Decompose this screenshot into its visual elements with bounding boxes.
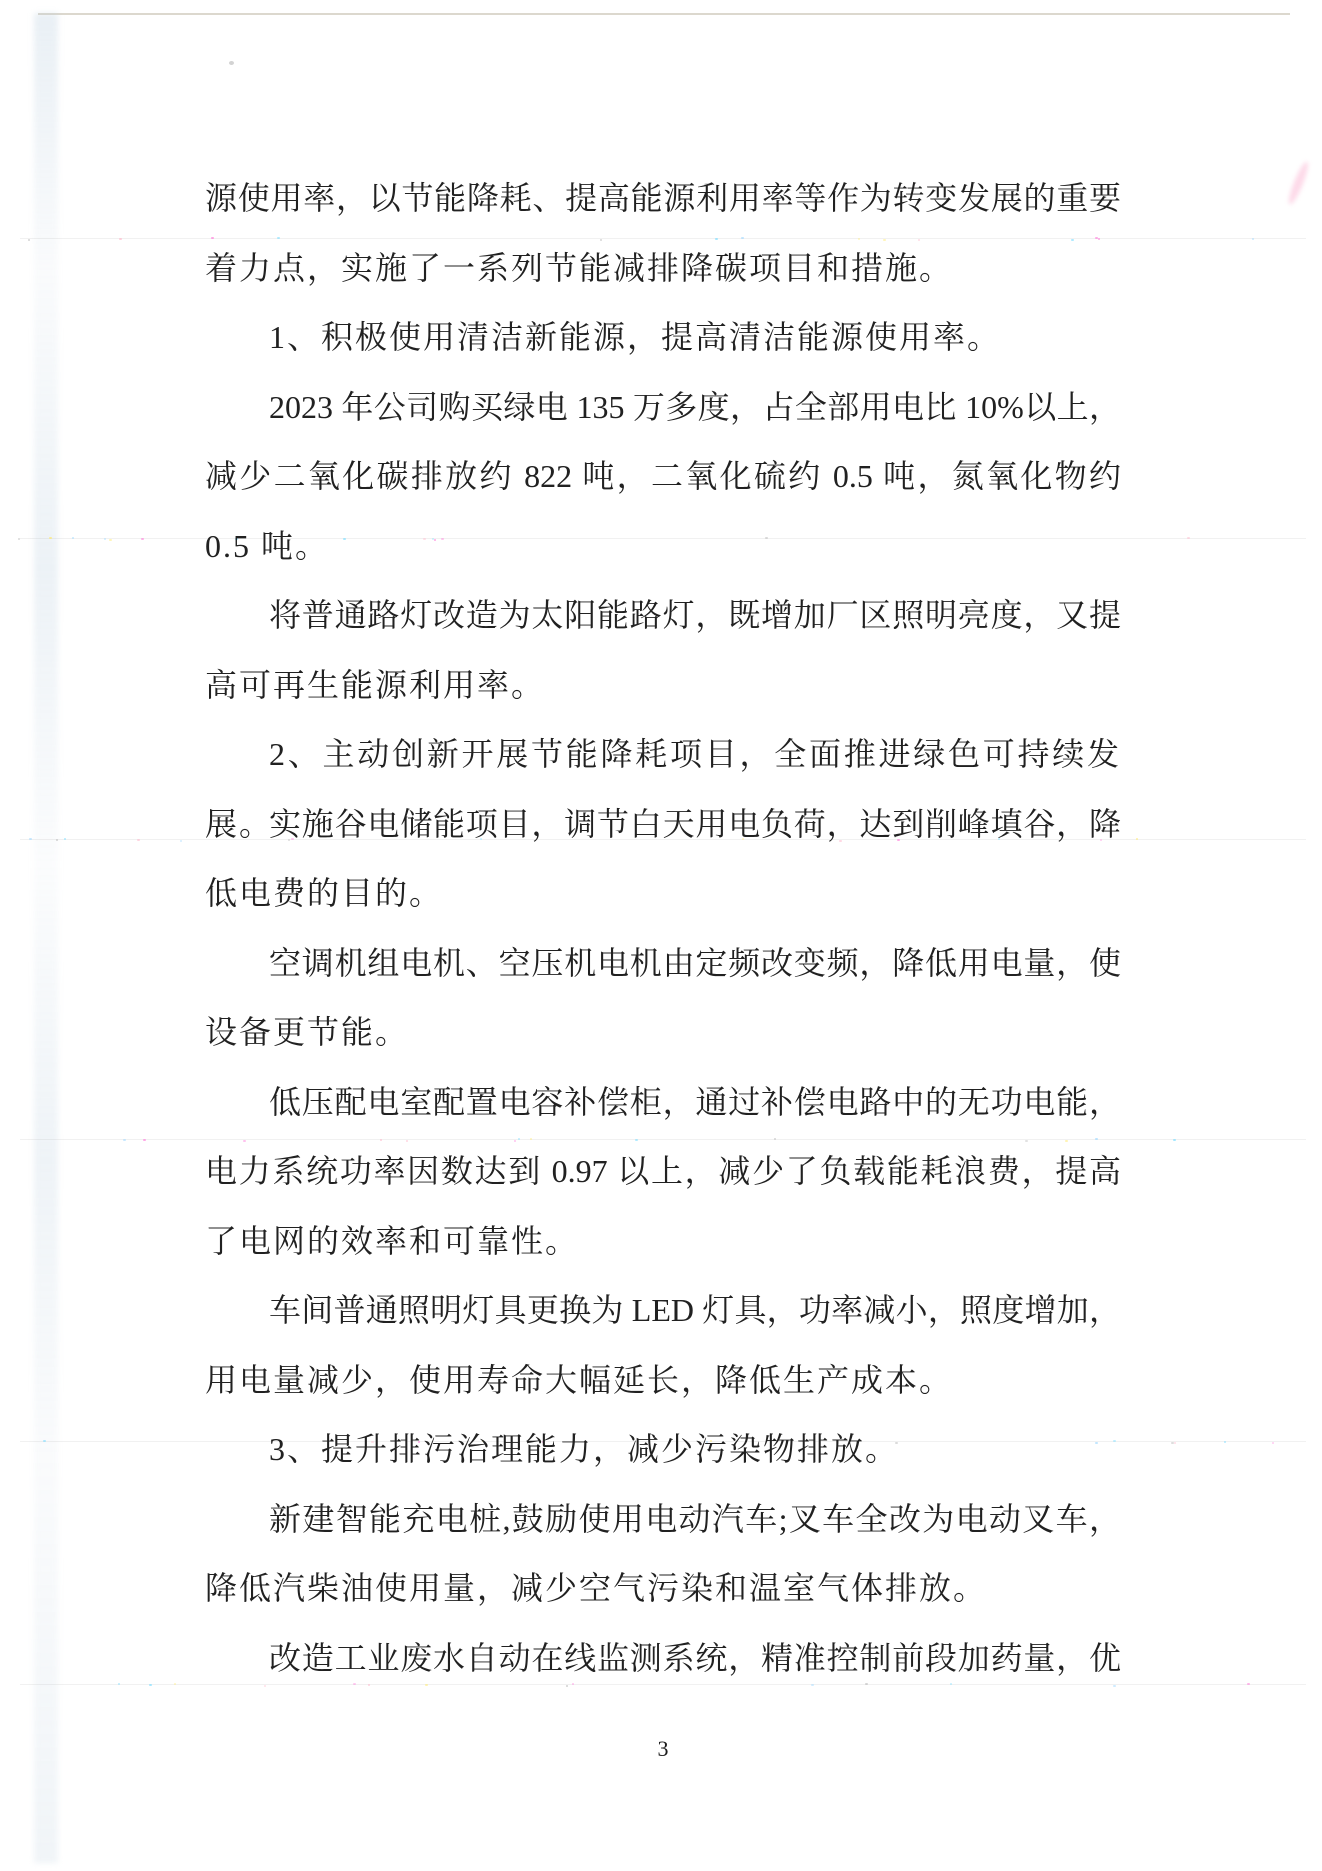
text-line: 3、提升排污治理能力，减少污染物排放。 [269,1431,900,1467]
text-line: 减少二氧化碳排放约 822 吨，二氧化硫约 0.5 吨，氮氧化物约 [205,458,1121,494]
text-line: 高可再生能源利用率。 [205,666,546,703]
page-number: 3 [657,1736,669,1761]
text-line: 空调机组电机、空压机电机由定频改变频，降低用电量，使 [269,944,1121,981]
text-line: 降低汽柴油使用量，减少空气污染和温室气体排放。 [205,1570,988,1606]
text-line: 车间普通照明灯具更换为 LED 灯具，功率减小，照度增加， [269,1292,1121,1328]
text-line: 了电网的效率和可靠性。 [205,1222,580,1259]
document-body [205,164,1121,1693]
text-line: 源使用率，以节能降耗、提高能源利用率等作为转变发展的重要 [205,180,1121,216]
text-line: 1、积极使用清洁新能源，提高清洁能源使用率。 [269,319,1002,355]
text-line: 设备更节能。 [205,1014,410,1050]
text-line: 将普通路灯改造为太阳能路灯，既增加厂区照明亮度，又提 [269,597,1121,633]
text-line: 2023 年公司购买绿电 135 万多度，占全部用电比 10%以上， [269,388,1121,425]
text-line: 2、主动创新开展节能降耗项目，全面推进绿色可持续发展。 [205,736,1121,842]
text-line: 电力系统功率因数达到 0.97 以上，减少了负载能耗浪费，提高 [205,1153,1121,1189]
text-line: 用电量减少，使用寿命大幅延长，降低生产成本。 [205,1361,954,1398]
text-line: 0.5 吨。 [205,527,330,564]
scan-artifact [1286,160,1312,206]
text-line: 低压配电室配置电容补偿柜，通过补偿电路中的无功电能， [269,1083,1121,1120]
scan-edge-shadow [34,13,58,1863]
page-top-edge-line [38,13,1290,15]
scan-speck [229,61,234,65]
text-line: 实施谷电储能项目，调节白天用电负荷，达到削峰填谷，降 [269,805,1121,842]
text-line: 改造工业废水自动在线监测系统，精准控制前段加药量，优 [269,1639,1121,1676]
text-line: 新建智能充电桩,鼓励使用电动汽车;叉车全改为电动叉车， [269,1500,1121,1537]
text-line: 着力点，实施了一系列节能减排降碳项目和措施。 [205,249,954,286]
text-line: 低电费的目的。 [205,875,444,911]
